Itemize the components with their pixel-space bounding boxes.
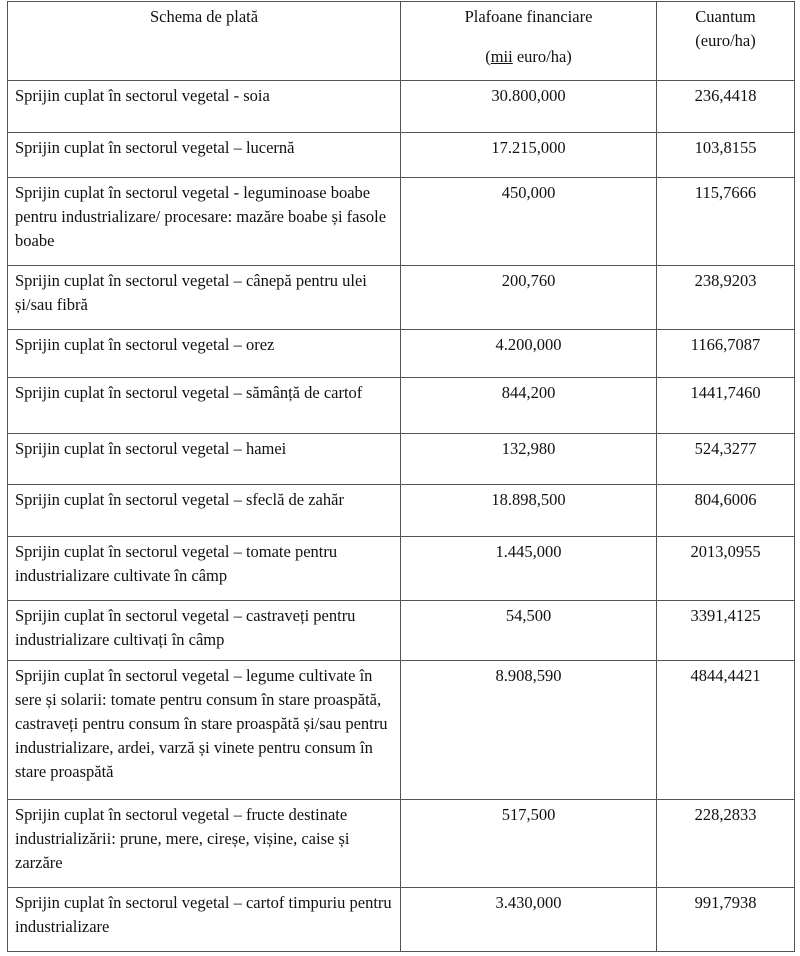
header-scheme-label: Schema de plată <box>149 7 259 26</box>
cell-cuantum: 228,2833 <box>657 800 795 888</box>
table-row <box>8 601 795 661</box>
cell-scheme: Sprijin cuplat în sectorul vegetal - soia <box>8 81 401 133</box>
cell-plafon: 200,760 <box>401 266 657 330</box>
cell-plafon: 54,500 <box>401 601 657 661</box>
table-row <box>8 537 795 601</box>
cell-scheme: Sprijin cuplat în sectorul vegetal – castraveți pentru industrializare cultivați în câmp <box>8 601 401 661</box>
table-row <box>8 661 795 800</box>
cell-scheme: Sprijin cuplat în sectorul vegetal – orez <box>8 330 401 378</box>
header-cuantum-unit: (euro/ha) <box>695 31 756 50</box>
cell-plafon: 844,200 <box>401 378 657 434</box>
cell-plafon: 1.445,000 <box>401 537 657 601</box>
cell-scheme: Sprijin cuplat în sectorul vegetal – tomate pentru industrializare cultivate în câmp <box>8 537 401 601</box>
table-row <box>8 888 795 952</box>
plafon-unit-prefix: ( <box>485 47 491 66</box>
cell-scheme: Sprijin cuplat în sectorul vegetal – sămânță de cartof <box>8 378 401 434</box>
cell-scheme: Sprijin cuplat în sectorul vegetal – lucernă <box>8 133 401 178</box>
cell-scheme: Sprijin cuplat în sectorul vegetal – fructe destinate industrializării: prune, mere, cireșe, vișine, caise și zarzăre <box>8 800 401 888</box>
cell-scheme: Sprijin cuplat în sectorul vegetal – hamei <box>8 434 401 485</box>
table-row <box>8 266 795 330</box>
cell-cuantum: 238,9203 <box>657 266 795 330</box>
cell-scheme: Sprijin cuplat în sectorul vegetal - leguminoase boabe pentru industrializare/ procesare: mazăre boabe și fasole boabe <box>8 178 401 266</box>
cell-scheme: Sprijin cuplat în sectorul vegetal – cânepă pentru ulei și/sau fibră <box>8 266 401 330</box>
cell-plafon: 18.898,500 <box>401 485 657 537</box>
header-cuantum <box>657 2 795 81</box>
header-cuantum-title: Cuantum <box>695 7 756 26</box>
table-row <box>8 800 795 888</box>
cell-plafon: 132,980 <box>401 434 657 485</box>
cell-plafon: 17.215,000 <box>401 133 657 178</box>
cell-scheme: Sprijin cuplat în sectorul vegetal – legume cultivate în sere și solarii: tomate pentru consum în stare proaspătă, castraveți pentru consum în stare proaspătă și/sau pentru industrializare, ardei, varză și vinete pentru consum în stare proaspătă <box>8 661 401 800</box>
table-row <box>8 434 795 485</box>
cell-cuantum: 1166,7087 <box>657 330 795 378</box>
plafon-unit-underlined: mii <box>490 47 513 66</box>
cell-plafon: 4.200,000 <box>401 330 657 378</box>
header-plafon-unit <box>408 45 649 69</box>
cell-scheme: Sprijin cuplat în sectorul vegetal – sfeclă de zahăr <box>8 485 401 537</box>
cell-plafon: 517,500 <box>401 800 657 888</box>
cell-cuantum: 1441,7460 <box>657 378 795 434</box>
table-row <box>8 81 795 133</box>
table-row <box>8 330 795 378</box>
header-plafon <box>401 2 657 81</box>
cell-cuantum: 103,8155 <box>657 133 795 178</box>
cell-cuantum: 804,6006 <box>657 485 795 537</box>
cell-plafon: 30.800,000 <box>401 81 657 133</box>
table-row <box>8 378 795 434</box>
plafon-unit-suffix: euro/ha) <box>512 47 572 66</box>
table-header-row <box>8 2 795 81</box>
cell-cuantum: 524,3277 <box>657 434 795 485</box>
table-row <box>8 485 795 537</box>
table-row <box>8 133 795 178</box>
cell-cuantum: 236,4418 <box>657 81 795 133</box>
header-scheme <box>8 2 401 81</box>
table-row <box>8 178 795 266</box>
cell-plafon: 3.430,000 <box>401 888 657 952</box>
header-plafon-title: Plafoane financiare <box>464 7 593 26</box>
table-body <box>8 81 795 952</box>
cell-plafon: 8.908,590 <box>401 661 657 800</box>
cell-cuantum: 991,7938 <box>657 888 795 952</box>
payment-schemes-table <box>7 1 795 952</box>
cell-cuantum: 4844,4421 <box>657 661 795 800</box>
cell-plafon: 450,000 <box>401 178 657 266</box>
cell-cuantum: 3391,4125 <box>657 601 795 661</box>
cell-cuantum: 115,7666 <box>657 178 795 266</box>
cell-scheme: Sprijin cuplat în sectorul vegetal – cartof timpuriu pentru industrializare <box>8 888 401 952</box>
cell-cuantum: 2013,0955 <box>657 537 795 601</box>
